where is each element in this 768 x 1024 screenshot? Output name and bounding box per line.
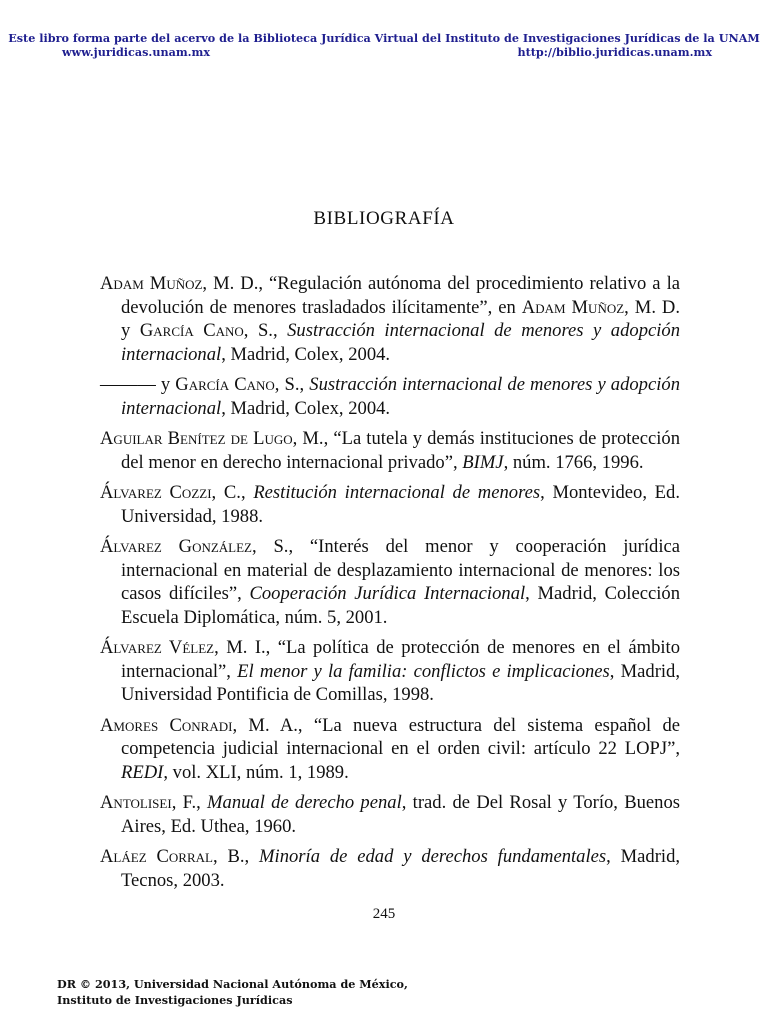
bibliography-entry — [100, 845, 680, 892]
copyright-footer — [57, 976, 408, 1008]
work-title: BIMJ — [462, 451, 504, 473]
entry-text: , B., — [212, 846, 260, 868]
author-name: Álvarez González — [100, 536, 252, 558]
library-header — [0, 31, 768, 60]
institute-line: Instituto de Investigaciones Jurídicas — [57, 993, 293, 1007]
entry-text: , S., “Interés del menor y cooperación jurídica internacional en material de desplazamiento internacional de menores: los casos difíciles”, — [121, 536, 680, 605]
work-title: Restitución internacional de menores — [253, 482, 541, 504]
work-title: Minoría de edad y derechos fundamentales — [259, 846, 607, 868]
author-name: Álvarez Vélez — [100, 637, 215, 659]
entry-text: , M. I., “La política de protección de menores en el ámbito internacional”, — [121, 637, 680, 682]
bibliography-entry — [100, 636, 680, 707]
author-name: Antolisei — [100, 792, 172, 814]
entry-text: , M. D. y — [121, 296, 680, 342]
work-title: Sustracción internacional de menores y adopción internacional — [121, 374, 680, 419]
entry-text: , Madrid, Colex, 2004. — [221, 397, 391, 419]
work-title: REDI — [121, 762, 164, 784]
bibliography-entry — [100, 535, 680, 629]
work-title: Cooperación Jurídica Internacional — [249, 583, 526, 605]
entry-text: , M. A., “La nueva estructura del sistema español de competencia judicial internacional en el orden civil: artículo 22 LOPJ”, — [121, 714, 680, 760]
bibliography-entry — [100, 373, 680, 420]
entry-text: , S., — [243, 320, 288, 342]
author-name: Adam Muñoz — [521, 296, 625, 318]
work-title: Sustracción internacional de menores y adopción internacional — [121, 320, 680, 365]
entry-text: , Madrid, Tecnos, 2003. — [121, 846, 681, 892]
header-links — [0, 45, 768, 60]
bibliography-list — [100, 272, 680, 899]
entry-text: , vol. XLI, núm. 1, 1989. — [163, 762, 349, 784]
author-name: García Cano — [139, 320, 244, 342]
entry-text: , núm. 1766, 1996. — [503, 451, 644, 473]
entry-text: , C., — [211, 482, 254, 504]
author-name: Amores Conradi — [100, 714, 233, 736]
author-name: Aláez Corral — [100, 846, 213, 868]
entry-text: , S., — [274, 374, 310, 396]
bibliography-entry — [100, 272, 680, 366]
bibliography-entry — [100, 481, 680, 528]
biblio-link[interactable]: http://biblio.juridicas.unam.mx — [517, 45, 712, 59]
entry-text: , Madrid, Universidad Pontificia de Comillas, 1998. — [121, 660, 681, 706]
entry-text: , M. D., “Regulación autónoma del procedimiento relativo a la devolución de menores trasladados ilícitamente”, en — [121, 273, 680, 318]
page-number: 245 — [372, 906, 396, 922]
work-title: Manual de derecho penal — [207, 792, 402, 814]
entry-text: , Madrid, Colex, 2004. — [221, 343, 391, 365]
entry-text: , Montevideo, Ed. Universidad, 1988. — [121, 482, 680, 527]
entry-text: , Madrid, Colección Escuela Diplomática, núm. 5, 2001. — [121, 583, 680, 628]
entry-text: , F., — [171, 792, 208, 814]
entry-text: , M., “La tutela y demás instituciones de protección del menor en derecho internacional privado”, — [121, 428, 680, 473]
library-notice: Este libro forma parte del acervo de la Biblioteca Jurídica Virtual del Instituto de Investigaciones Jurídicas de la UNAM — [8, 31, 760, 45]
entry-text: ——— y — [100, 374, 176, 396]
page-title: BIBLIOGRAFÍA — [313, 208, 455, 229]
entry-text: , trad. de Del Rosal y Torío, Buenos Aires, Ed. Uthea, 1960. — [121, 792, 681, 838]
copyright-line: DR © 2013, Universidad Nacional Autónoma de México, — [57, 977, 408, 991]
author-name: Álvarez Cozzi — [100, 482, 212, 504]
bibliography-entry — [100, 427, 680, 474]
author-name: Adam Muñoz — [100, 273, 203, 294]
author-name: Aguilar Benítez de Lugo — [100, 428, 293, 450]
work-title: El menor y la familia: conflictos e implicaciones — [237, 660, 610, 682]
bibliography-entry — [100, 714, 680, 785]
author-name: García Cano — [175, 374, 275, 396]
bibliography-entry — [100, 791, 680, 838]
juridicas-link[interactable]: www.juridicas.unam.mx — [62, 45, 211, 59]
